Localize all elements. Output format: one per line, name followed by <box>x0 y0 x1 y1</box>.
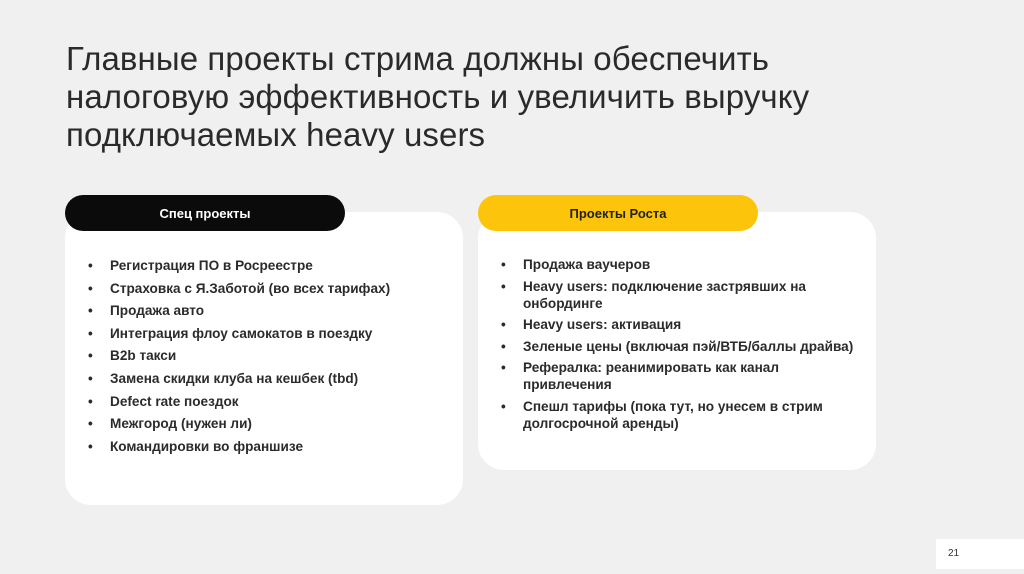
bullet-icon: • <box>88 393 93 409</box>
list-item-text: Командировки во франшизе <box>110 438 304 454</box>
list-item-text: Замена скидки клуба на кешбек (tbd) <box>110 370 359 386</box>
bullet-icon: • <box>88 258 93 273</box>
bullet-icon: • <box>88 438 93 454</box>
list-item <box>501 338 861 355</box>
list-item <box>88 393 448 410</box>
bullet-icon: • <box>501 360 506 376</box>
list-item <box>501 359 861 393</box>
list-item-text: Интеграция флоу самокатов в поездку <box>110 325 373 341</box>
list-item-text: Зеленые цены (включая пэй/ВТБ/баллы драйва) <box>523 338 854 354</box>
bullet-icon: • <box>88 416 93 432</box>
list-item <box>88 415 448 432</box>
list-item <box>88 370 448 387</box>
list-item-text: Межгород (нужен ли) <box>110 416 252 432</box>
bullet-icon: • <box>88 370 93 386</box>
list-item-text: Спешл тарифы (пока тут, но унесем в стрим долгосрочной аренды) <box>523 398 823 431</box>
bullet-icon: • <box>501 338 506 354</box>
bullet-icon: • <box>88 280 93 296</box>
list-item-text: Heavy users: активация <box>523 317 682 333</box>
list-item-text: Рефералка: реанимировать как канал привлечения <box>523 360 779 393</box>
slide-title-line: подключаемых heavy users <box>66 116 486 153</box>
bullet-icon: • <box>88 303 93 319</box>
list-item-text: Heavy users: подключение застрявших на онбординге <box>523 278 806 311</box>
bullet-icon: • <box>88 325 93 341</box>
list-item <box>501 256 861 273</box>
list-item <box>501 278 861 312</box>
list-item-text: Страховка с Я.Заботой (во всех тарифах) <box>110 280 391 296</box>
bullet-icon: • <box>501 398 506 414</box>
bullet-icon: • <box>501 317 506 333</box>
list-item-text: Продажа авто <box>110 303 205 319</box>
slide-title <box>66 40 946 154</box>
page-number: 21 <box>936 539 976 569</box>
list-item <box>88 325 448 342</box>
list-item <box>88 302 448 319</box>
slide-title-line: налоговую эффективность и увеличить выручку <box>66 78 810 115</box>
bullet-icon: • <box>501 257 506 272</box>
slide-title-line: Главные проекты стрима должны обеспечить <box>66 40 770 77</box>
list-item-text: B2b такси <box>110 348 177 364</box>
list-item <box>88 347 448 364</box>
growth-projects-list <box>501 256 861 437</box>
list-item <box>501 316 861 333</box>
page-number-tab <box>976 539 1024 569</box>
list-item <box>88 438 448 455</box>
list-item <box>501 398 861 432</box>
list-item <box>88 280 448 297</box>
spec-projects-list <box>88 257 448 460</box>
bullet-icon: • <box>501 278 506 294</box>
growth-projects-label: Проекты Роста <box>478 195 758 231</box>
list-item <box>88 257 448 274</box>
list-item-text: Defect rate поездок <box>110 393 239 409</box>
list-item-text: Регистрация ПО в Росреестре <box>110 258 313 273</box>
spec-projects-label: Спец проекты <box>65 195 345 231</box>
bullet-icon: • <box>88 348 93 364</box>
list-item-text: Продажа ваучеров <box>523 257 651 272</box>
